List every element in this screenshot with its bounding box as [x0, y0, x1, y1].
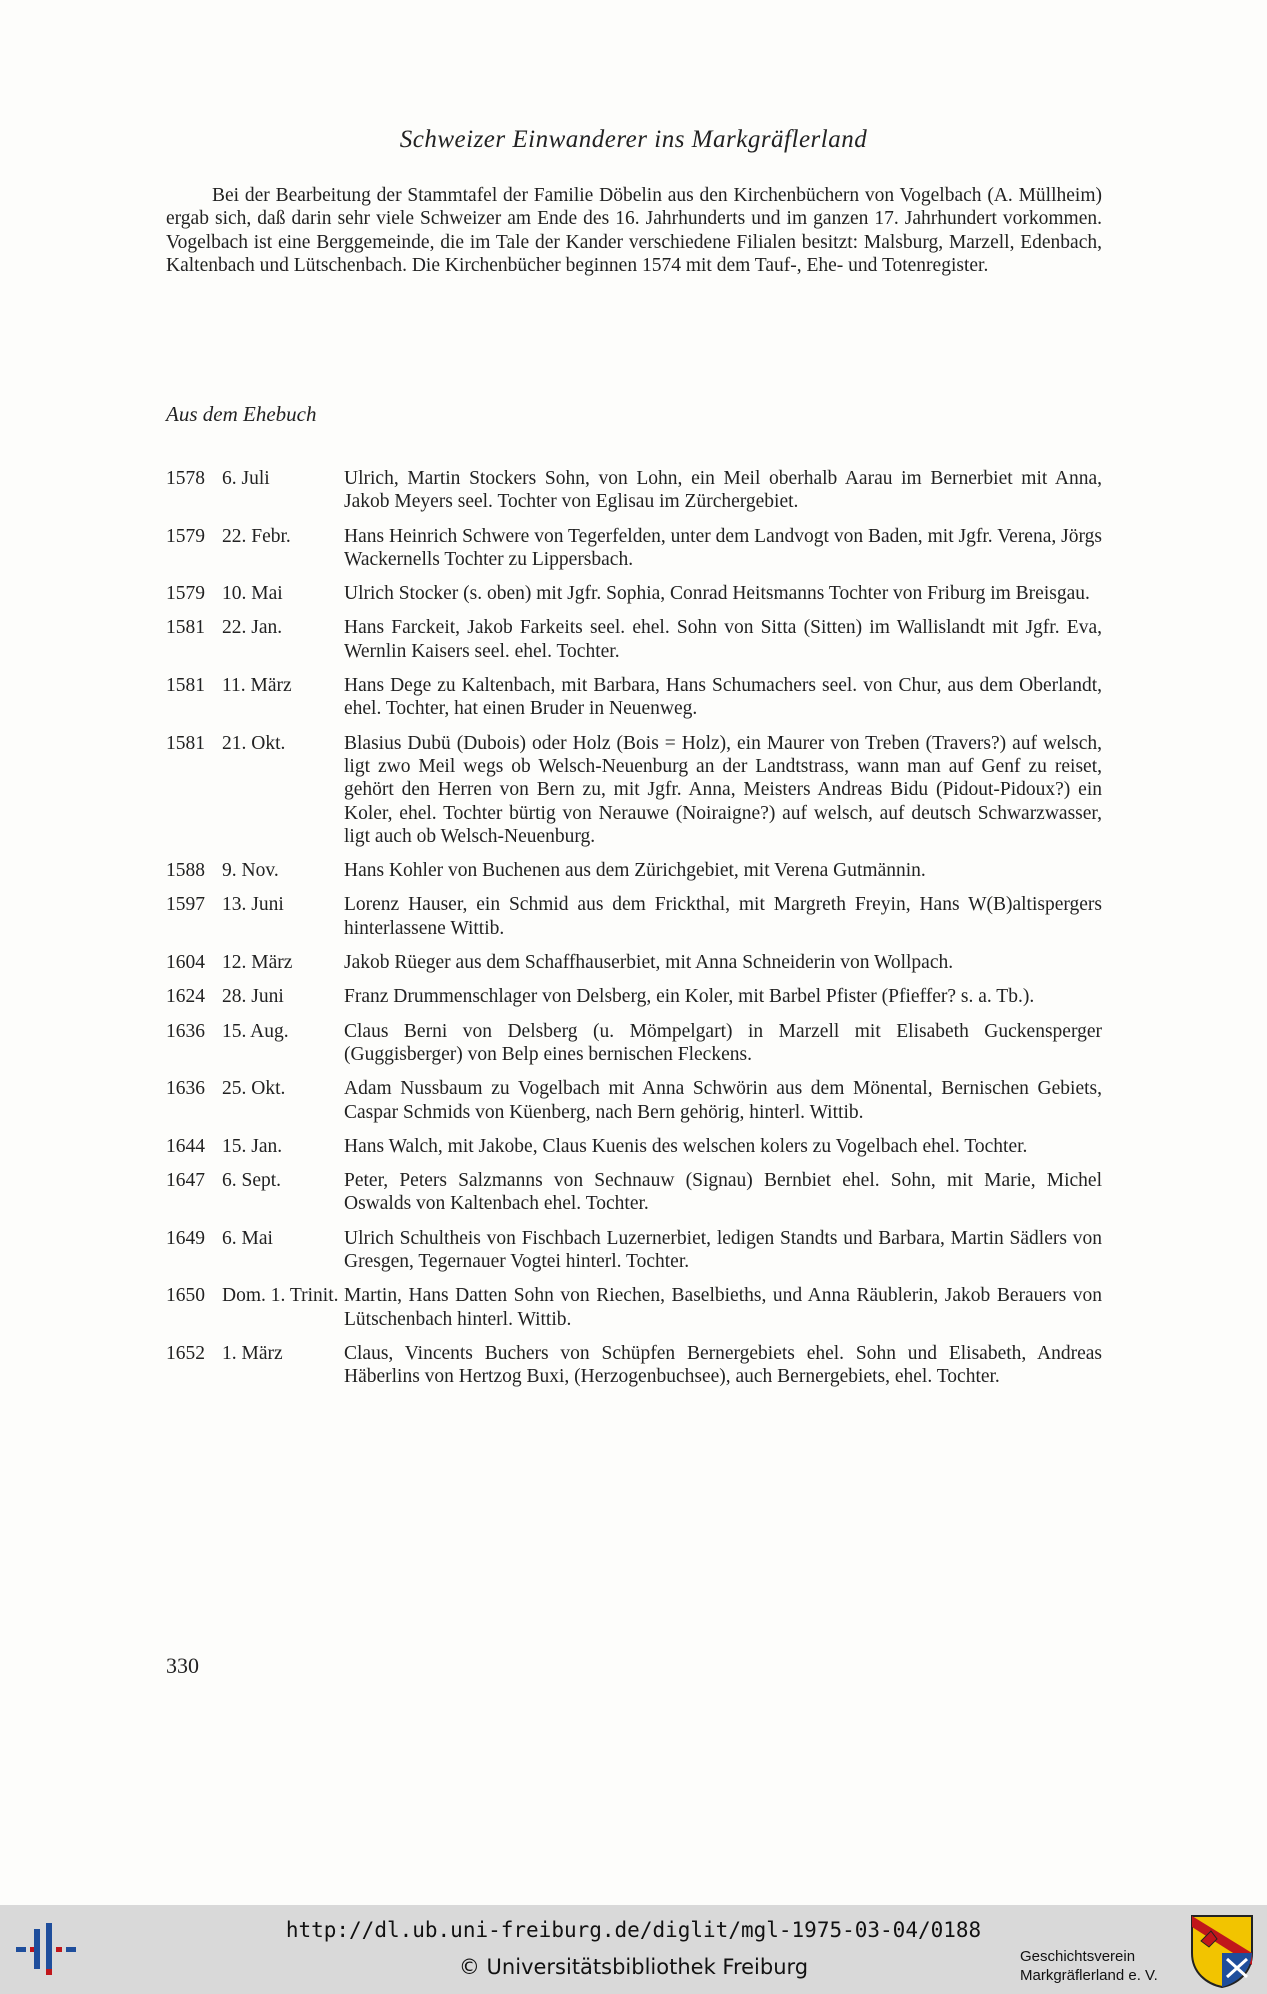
entry-year: 1650: [166, 1285, 205, 1307]
entry-year: 1644: [166, 1135, 205, 1157]
entry-text: Hans Dege zu Kaltenbach, mit Barbara, Hans Schumachers seel. von Chur, aus dem Oberlandt, ehel. Tochter, hat einen Bruder in Neuenweg.: [344, 675, 1102, 720]
entry-date: 15. Jan.: [222, 1135, 283, 1157]
entry-date: 9. Nov.: [222, 860, 279, 882]
publisher-name-line1: Geschichtsverein: [1020, 1948, 1136, 1965]
register-entry: [166, 1077, 1102, 1124]
entry-year: 1579: [166, 525, 205, 547]
entry-text: Claus, Vincents Buchers von Schüpfen Bernergebiets ehel. Sohn und Elisabeth, Andreas Häberlins von Hertzog Buxi, (Herzogenbuchsee), auch Bernergebiets, ehel. Tochter.: [344, 1342, 1102, 1388]
entry-text: Martin, Hans Datten Sohn von Riechen, Baselbieths, und Anna Räublerin, Jakob Berauers von Lütschenbach hinterl. Wittib.: [344, 1285, 1102, 1330]
entry-text: Blasius Dubü (Dubois) oder Holz (Bois = Holz), ein Maurer von Treben (Travers?) auf welsch, ligt zwo Meil wegs ob Welsch-Neuenburg an der Landtstrass, wann man auf Genf zu reiset, gehört den Herren von Bern zu, mit Jgfr. Anna, Meisters Andreas Bidu (Pidout-Pidoux?) ein Koler, ehel. Tochter bürtig von Nerauwe (Noiraigne?) auf welsch, auf deutsch Schwarzwasser, ligt auch ob Welsch-Neuenburg.: [344, 732, 1102, 847]
publisher-name: [1020, 1947, 1180, 1985]
entry-year: 1597: [166, 894, 205, 916]
page-number: 330: [166, 1653, 199, 1678]
entry-text: Adam Nussbaum zu Vogelbach mit Anna Schwörin aus dem Mönental, Bernischen Gebiets, Caspar Schmids von Küenberg, nach Bern gehörig, hinterl. Wittib.: [344, 1078, 1102, 1123]
publisher-name-line2: Markgräflerland e. V.: [1020, 1967, 1158, 1984]
entry-year: 1647: [166, 1170, 205, 1192]
entry-date: 6. Sept.: [222, 1170, 282, 1192]
entry-text: Franz Drummenschlager von Delsberg, ein Koler, mit Barbel Pfister (Pfieffer? s. a. Tb.).: [344, 986, 1035, 1008]
entry-date: 13. Juni: [222, 894, 284, 916]
entry-date: 6. Juli: [222, 468, 270, 489]
entry-text: Hans Farckeit, Jakob Farkeits seel. ehel. Sohn von Sitta (Sitten) im Wallislandt mit Jgfr. Eva, Wernlin Kaisers seel. ehel. Tochter.: [344, 617, 1102, 662]
register-entry: [166, 1227, 1102, 1274]
entry-year: 1636: [166, 1020, 205, 1042]
entry-text: Ulrich Stocker (s. oben) mit Jgfr. Sophia, Conrad Heitsmanns Tochter von Friburg im Breisgau.: [344, 583, 1090, 605]
register-entry: [166, 674, 1102, 721]
entry-date: 11. März: [222, 675, 292, 697]
entry-year: 1581: [166, 732, 205, 754]
entry-text: Lorenz Hauser, ein Schmid aus dem Frickthal, mit Margreth Freyin, Hans W(B)altispergers hinterlassene Wittib.: [344, 894, 1102, 939]
entry-text: Ulrich Schultheis von Fischbach Luzernerbiet, ledigen Standts und Barbara, Martin Sädlers von Gresgen, Tegernauer Vogtei hinterl. Tochter.: [344, 1227, 1102, 1273]
entry-year: 1649: [166, 1227, 205, 1249]
register-entry: [166, 732, 1102, 848]
register-entry: [166, 525, 1102, 572]
markgraeflerland-crest-icon: [1189, 1913, 1255, 1989]
register-entry: [166, 582, 1102, 605]
copyright-notice: © Universitätsbibliothek Freiburg: [458, 1955, 809, 1979]
entry-date: 6. Mai: [222, 1227, 273, 1249]
entry-year: 1624: [166, 986, 205, 1008]
entry-year: 1581: [166, 617, 205, 639]
entry-text: Jakob Rüeger aus dem Schaffhauserbiet, mit Anna Schneiderin von Wollpach.: [344, 952, 954, 974]
entry-year: 1578: [166, 468, 205, 489]
intro-paragraph: Bei der Bearbeitung der Stammtafel der Familie Döbelin aus den Kirchenbüchern von Vogelbach (A. Müllheim) ergab sich, daß darin sehr viele Schweizer am Ende des 16. Jahrhunderts und im ganzen 17. Jahrhundert vorkommen. Vogelbach ist eine Berggemeinde, die im Tale der Kander verschiedene Filialen besitzt: Malsburg, Marzell, Edenbach, Kaltenbach und Lütschenbach. Die Kirchenbücher beginnen 1574 mit dem Tauf-, Ehe- und Totenregister.: [166, 185, 1102, 277]
viewer-footer: [0, 1905, 1267, 1994]
register-entry: [166, 1020, 1102, 1067]
entry-year: 1581: [166, 675, 205, 697]
register-entry: [166, 1135, 1102, 1158]
entry-date: 25. Okt.: [222, 1078, 286, 1100]
register-entry: [166, 467, 1102, 514]
entry-year: 1636: [166, 1078, 205, 1100]
entry-year: 1588: [166, 860, 205, 882]
entry-text: Claus Berni von Delsberg (u. Mömpelgart) in Marzell mit Elisabeth Guckensperger (Guggisberger) von Belp eines bernischen Fleckens.: [344, 1020, 1102, 1065]
entry-date: 28. Juni: [222, 986, 284, 1008]
register-entry: [166, 985, 1102, 1008]
entry-date: 21. Okt.: [222, 732, 286, 754]
entry-text: Hans Walch, mit Jakobe, Claus Kuenis des welschen kolers zu Vogelbach ehel. Tochter.: [344, 1135, 1028, 1157]
entry-date: 22. Febr.: [222, 525, 291, 547]
section-title: Aus dem Ehebuch: [166, 402, 317, 426]
entry-date: Dom. 1. Trinit.: [222, 1285, 339, 1307]
entry-date: 12. März: [222, 952, 293, 974]
marriage-register-list: [166, 467, 1102, 1400]
entry-year: 1652: [166, 1342, 205, 1364]
entry-date: 22. Jan.: [222, 617, 283, 639]
register-entry: [166, 859, 1102, 882]
entry-date: 1. März: [222, 1342, 283, 1364]
entry-text: Hans Heinrich Schwere von Tegerfelden, unter dem Landvogt von Baden, mit Jgfr. Verena, Jörgs Wackernells Tochter zu Lippersbach.: [344, 525, 1102, 570]
entry-text: Peter, Peters Salzmanns von Sechnauw (Signau) Bernbiet ehel. Sohn, mit Marie, Michel Oswalds von Kaltenbach ehel. Tochter.: [344, 1170, 1102, 1215]
register-entry: [166, 1169, 1102, 1216]
register-entry: [166, 1342, 1102, 1389]
entry-text: Hans Kohler von Buchenen aus dem Zürichgebiet, mit Verena Gutmännin.: [344, 860, 926, 882]
register-entry: [166, 1284, 1102, 1331]
entry-year: 1604: [166, 952, 205, 974]
register-entry: [166, 616, 1102, 663]
entry-year: 1579: [166, 583, 205, 605]
source-url-link[interactable]: http://dl.ub.uni-freiburg.de/diglit/mgl-1975-03-04/0188: [285, 1918, 982, 1942]
register-entry: [166, 893, 1102, 940]
entry-date: 15. Aug.: [222, 1020, 289, 1042]
entry-text: Ulrich, Martin Stockers Sohn, von Lohn, ein Meil oberhalb Aarau im Bernerbiet mit Anna, Jakob Meyers seel. Tochter von Eglisau im Zürchergebiet.: [344, 468, 1102, 513]
entry-date: 10. Mai: [222, 583, 283, 605]
running-head: Schweizer Einwanderer ins Markgräflerland: [399, 126, 868, 153]
register-entry: [166, 951, 1102, 974]
